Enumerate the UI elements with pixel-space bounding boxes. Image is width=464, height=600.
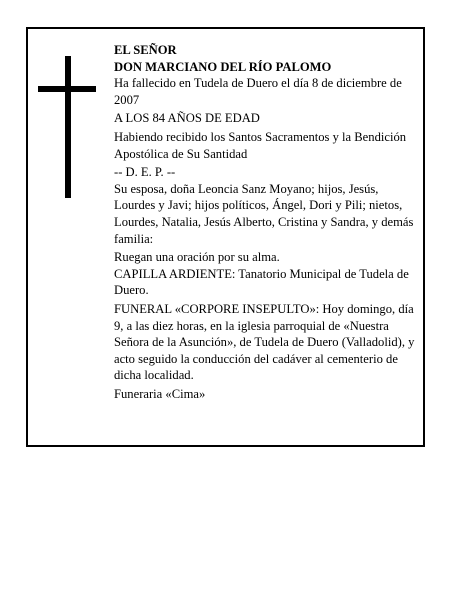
funeral-home-line: Funeraria «Cima» bbox=[114, 386, 206, 401]
cross-icon bbox=[38, 56, 96, 198]
prayer-line: Ruegan una oración por su alma. bbox=[114, 250, 280, 265]
death-notice: Ha fallecido en Tudela de Duero el día 8 de diciembre de 2007 bbox=[114, 76, 402, 107]
funeral-line: FUNERAL «CORPORE INSEPULTO»: Hoy domingo, día 9, a las diez horas, en la iglesia parroquial de «Nuestra Señora de la Asunción», de Tudela de Duero (Valladolid), y acto seguido la conducción del cadáver al cementerio de dicha localidad. bbox=[114, 301, 415, 383]
cross-vertical-bar bbox=[65, 56, 71, 198]
sacraments-line: Habiendo recibido los Santos Sacramentos y la Bendición Apostólica de Su Santidad bbox=[114, 129, 407, 161]
obituary-frame bbox=[26, 27, 425, 447]
chapel-line: CAPILLA ARDIENTE: Tanatorio Municipal de Tudela de Duero. bbox=[114, 266, 409, 298]
cross-horizontal-bar bbox=[38, 86, 96, 92]
rip-line: -- D. E. P. -- bbox=[114, 165, 176, 180]
title-line-1: EL SEÑOR bbox=[114, 43, 177, 57]
family-line: Su esposa, doña Leoncia Sanz Moyano; hijos, Jesús, Lourdes y Javi; hijos políticos, Ángel, Dori y Pili; nietos, Lourdes, Natalia, Jesús Alberto, Cristina y Sandra, y demás familia: bbox=[114, 181, 414, 246]
age-line: A LOS 84 AÑOS DE EDAD bbox=[114, 111, 260, 126]
obituary-text bbox=[114, 42, 420, 402]
deceased-name: DON MARCIANO DEL RÍO PALOMO bbox=[114, 59, 332, 74]
